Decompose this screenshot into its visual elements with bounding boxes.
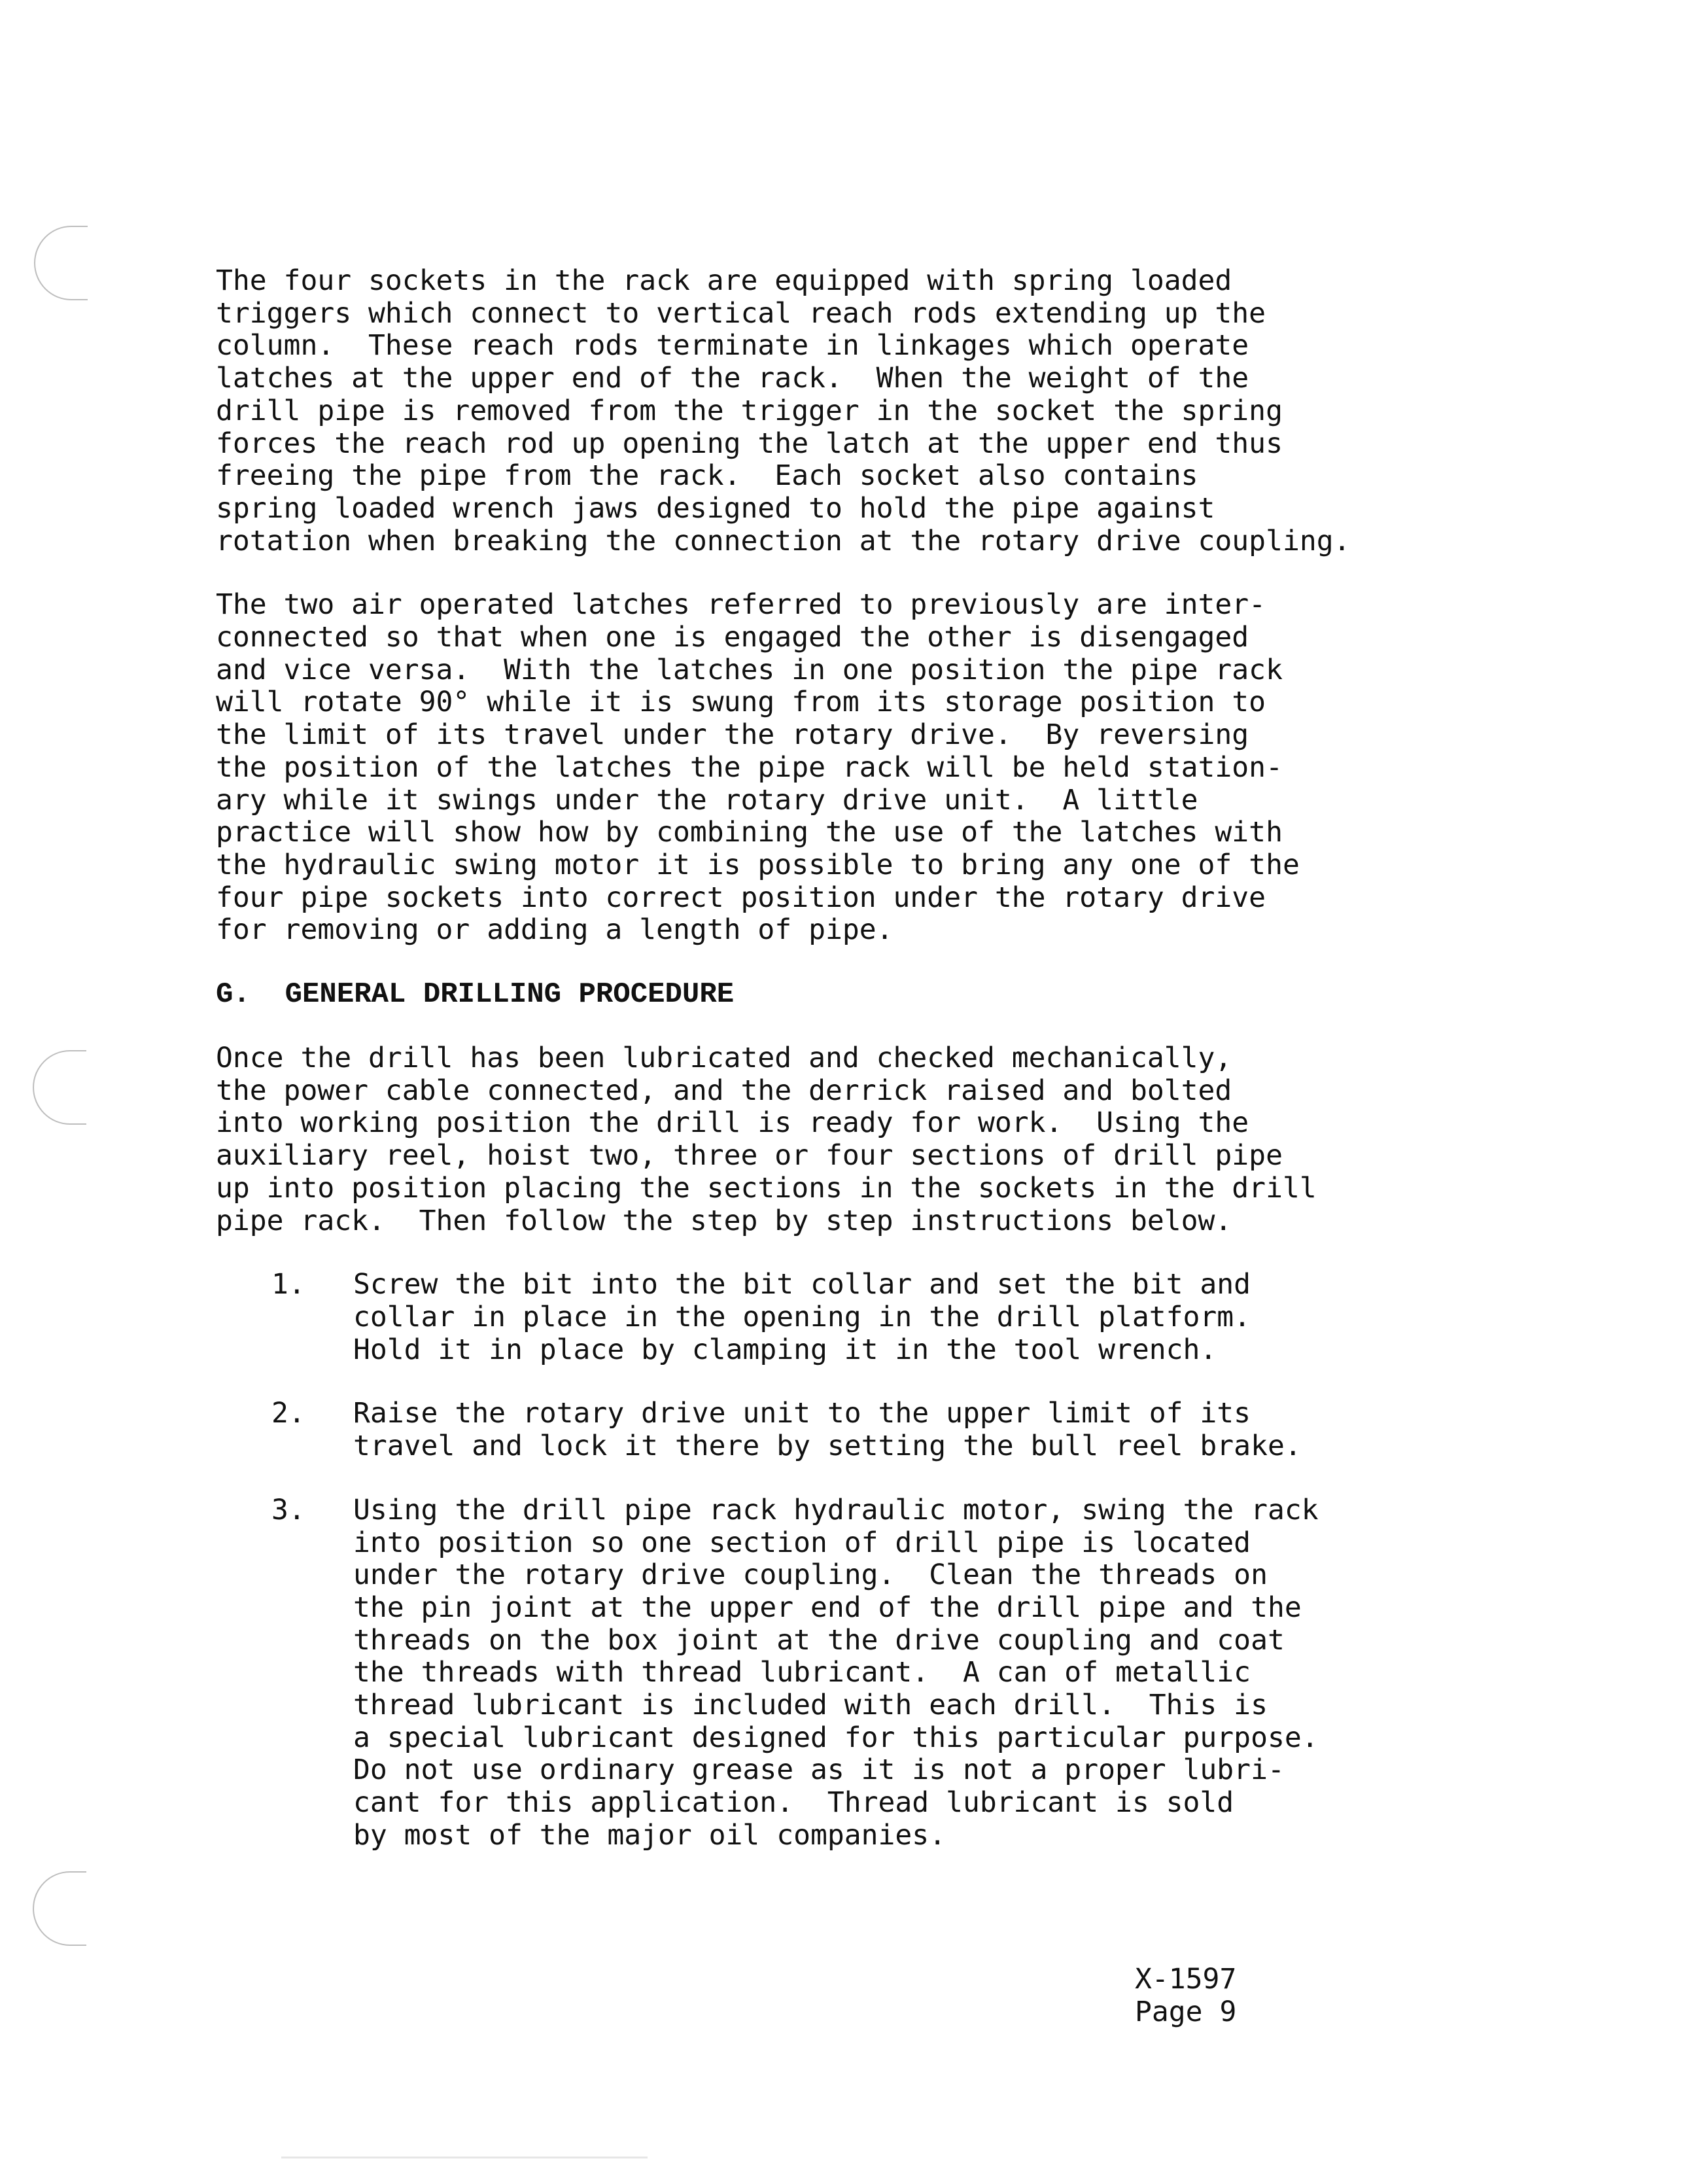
paragraph-air-latches: The two air operated latches referred to previously are inter- connected so that when one is engaged the other is disengaged and vice versa. With the latches in one position the pipe rack will rotate 90° while it is swung from its storage position to the limit of its travel under the rotary drive. By reversing the position of the latches the pipe rack will be held station- ary while it swings under the rotary drive unit. A little practice will show how by combining the use of the latches with the hydraulic swing motor it is possible to bring any one of the four pipe sockets into correct position under the rotary drive for removing or adding a length of pipe. <box>216 588 1300 947</box>
step-text: Raise the rotary drive unit to the upper limit of its travel and lock it there by setting the bull reel brake. <box>353 1397 1302 1463</box>
procedure-step <box>216 1269 1557 1366</box>
page-footer <box>1135 1963 1236 2028</box>
procedure-step <box>216 1398 1557 1462</box>
page-number: Page 9 <box>1135 1996 1237 2028</box>
procedure-steps-list <box>216 1269 1557 1852</box>
document-number: X-1597 <box>1135 1963 1237 1996</box>
paragraph-procedure-intro: Once the drill has been lubricated and checked mechanically, the power cable connected, and the derrick raised and bolted into working position the drill is ready for work. Using the auxiliary reel, hoist two, three or four sections of drill pipe up into position placing the sections in the sockets in the drill pipe rack. Then follow the step by step instructions below. <box>216 1042 1317 1237</box>
scan-artifact <box>281 2157 648 2158</box>
step-number: 2. <box>271 1397 305 1430</box>
section-heading: G. GENERAL DRILLING PROCEDURE <box>216 978 735 1012</box>
procedure-step <box>216 1494 1557 1852</box>
step-number: 1. <box>271 1268 305 1301</box>
step-text: Using the drill pipe rack hydraulic motor, swing the rack into position so one section of drill pipe is located under the rotary drive coupling. Clean the threads on the pin joint at the upper end of the drill pipe and the threads on the box joint at the drive coupling and coat the threads with thread lubricant. A can of metallic thread lubricant is included with each drill. This is a special lubricant designed for this particular purpose. Do not use ordinary grease as it is not a proper lubri- cant for this application. Thread lubricant is sold by most of the major oil companies. <box>353 1493 1319 1852</box>
punch-hole-mark <box>34 226 88 300</box>
punch-hole-mark <box>33 1871 86 1946</box>
step-number: 3. <box>271 1493 305 1526</box>
document-body <box>216 265 1557 1852</box>
step-text: Screw the bit into the bit collar and set the bit and collar in place in the opening in the drill platform. Hold it in place by clamping it in the tool wrench. <box>353 1268 1251 1366</box>
paragraph-rack-sockets: The four sockets in the rack are equipped with spring loaded triggers which connect to vertical reach rods extending up the column. These reach rods terminate in linkages which operate latches at the upper end of the rack. When the weight of the drill pipe is removed from the trigger in the socket the spring forces the reach rod up opening the latch at the upper end thus freeing the pipe from the rack. Each socket also contains spring loaded wrench jaws designed to hold the pipe against rotation when breaking the connection at the rotary drive coupling. <box>216 264 1351 557</box>
punch-hole-mark <box>33 1050 86 1125</box>
